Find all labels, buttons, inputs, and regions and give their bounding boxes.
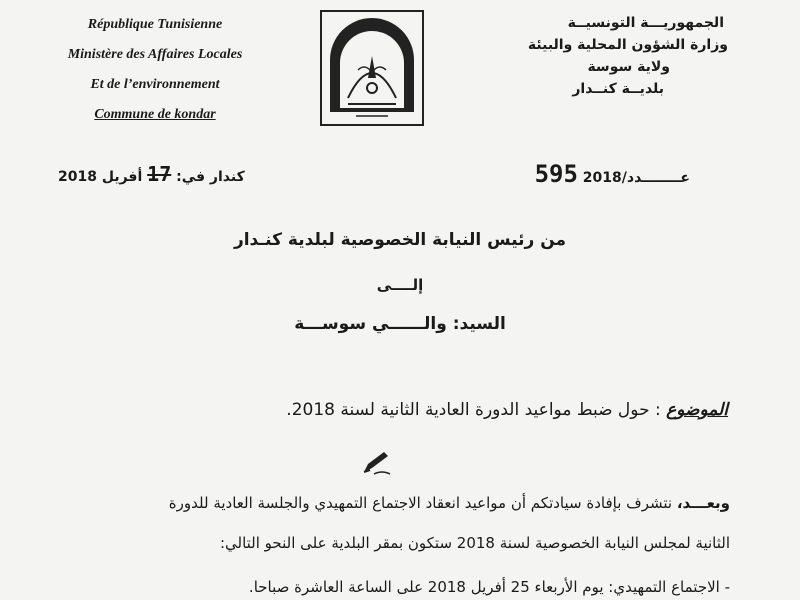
body-lead: وبعـــد، [676,494,730,512]
body-line-2: الثانية لمجلس النيابة الخصوصية لسنة 2018 ستكون بمقر البلدية على النحو التالي: [219,534,730,552]
municipal-seal-icon [318,8,426,128]
fr-ministry: Ministère des Affaires Locales [67,47,243,62]
ar-republic: الجمهوريـــة التونسيــة [567,15,724,31]
french-header [40,10,270,130]
arabic-header [508,12,728,100]
subject-text: : حول ضبط مواعيد الدورة العادية الثانية لسنة 2018. [286,400,661,420]
fr-environment: Et de l’environnement [90,77,220,92]
body-line-3: - الاجتماع التمهيدي: يوم الأربعاء 25 أفريل 2018 على الساعة العاشرة صباحا. [248,578,730,596]
fr-republic: République Tunisienne [87,17,223,32]
body-line-1-text: نتشرف بإفادة سيادتكم أن مواعيد انعقاد الاجتماع التمهيدي والجلسة العادية للدورة [168,494,677,512]
date-printed: أفريل 2018 [58,169,143,185]
sender-line: من رئيس النيابة الخصوصية لبلدية كنـدار [233,230,567,250]
recipient-line: السيد: والــــــي سوســـة [294,314,506,334]
fr-commune: Commune de kondar [94,107,216,122]
to-word: إلــــى [376,276,424,294]
pen-icon [360,448,392,476]
ar-municipality: بلديــة كنــدار [572,81,664,97]
body-line-1 [10,494,730,512]
subject-line [28,400,728,420]
ar-governorate: ولاية سوسة [587,59,670,75]
reference-year: 2018 [582,170,622,186]
reference-number: 595 [534,160,578,188]
reference-line [500,160,690,188]
date-label: كندار في: [176,169,245,185]
subject-label: الموضوع [666,400,728,420]
ar-ministry: وزارة الشؤون المحلية والبيئة [527,37,728,53]
reference-label: عــــــــدد/ [621,170,690,186]
date-line [58,162,248,186]
date-handwritten-day: 17 [147,162,172,186]
